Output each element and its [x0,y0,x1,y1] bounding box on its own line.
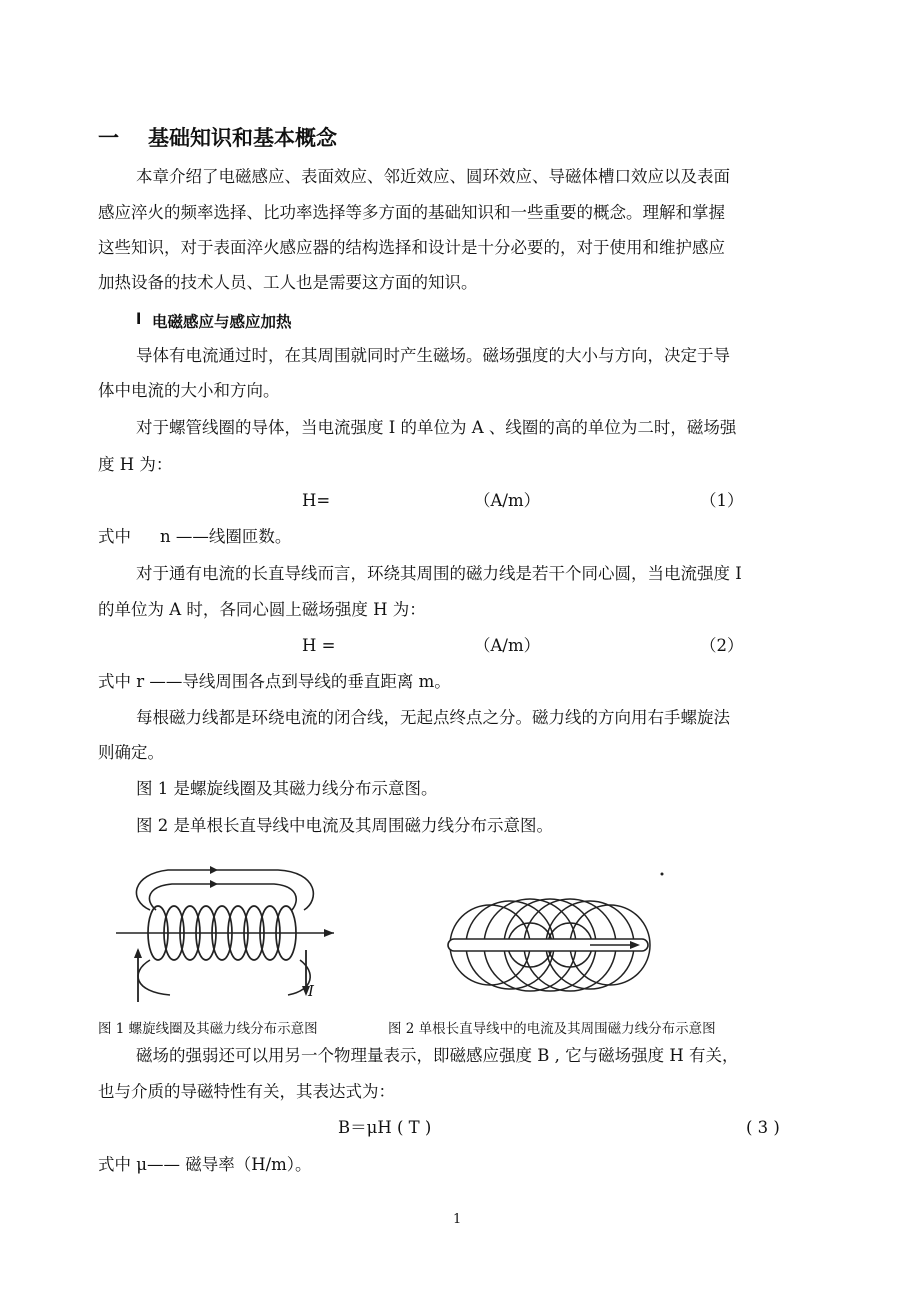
chapter-number: 一 [98,126,119,150]
figure2-wire-field-diagram [440,860,670,1010]
intro-line-2: 感应淬火的频率选择、比功率选择等多方面的基础知识和一些重要的概念。理解和掌握 [98,203,725,222]
eq2-unit: （A/m） [474,636,541,655]
para3-line-1: 对于通有电流的长直导线而言，环绕其周围的磁力线是若干个同心圆，当电流强度 I [136,564,742,583]
para1-line-2: 体中电流的大小和方向。 [98,381,280,400]
eq2-lhs: H = [302,636,336,655]
figure2-caption: 图 2 单根长直导线中的电流及其周围磁力线分布示意图 [388,1021,716,1037]
eq2-number: （2） [700,636,744,655]
para3-line-2: 的单位为 A 时，各同心圆上磁场强度 H 为： [98,600,426,619]
para2-line-1: 对于螺管线圈的导体，当电流强度 I 的单位为 A 、线圈的高的单位为二时，磁场强 [136,418,737,437]
intro-line-4: 加热设备的技术人员、工人也是需要这方面的知识。 [98,273,478,292]
page-number: 1 [453,1212,462,1227]
note3: 式中 μ—— 磁导率（H/m）。 [98,1155,312,1174]
para4-line-2: 则确定。 [98,743,164,762]
chapter-title: 基础知识和基本概念 [148,126,337,150]
note1-prefix: 式中 [98,527,131,546]
eq1-number: （1） [700,491,744,510]
eq3-expression: B＝μH ( T ) [338,1118,432,1137]
fig1-reference: 图 1 是螺旋线圈及其磁力线分布示意图。 [136,779,438,798]
figure1-caption: 图 1 螺旋线圈及其磁力线分布示意图 [98,1021,318,1037]
figure1-current-label: I [308,982,314,1000]
note2: 式中 r ——导线周围各点到导线的垂直距离 m。 [98,672,451,691]
note1-text: n ——线圈匝数。 [160,527,292,546]
section-title: 电磁感应与感应加热 [152,313,292,331]
intro-line-3: 这些知识，对于表面淬火感应器的结构选择和设计是十分必要的，对于使用和维护感应 [98,238,725,257]
para5-line-1: 磁场的强弱还可以用另一个物理量表示，即磁感应强度 B , 它与磁场强度 H 有关， [136,1046,739,1065]
para1-line-1: 导体有电流通过时，在其周围就同时产生磁场。磁场强度的大小与方向，决定于导 [136,346,730,365]
intro-line-1: 本章介绍了电磁感应、表面效应、邻近效应、圆环效应、导磁体槽口效应以及表面 [136,167,730,186]
para5-line-2: 也与介质的导磁特性有关，其表达式为： [98,1082,395,1101]
fig2-reference: 图 2 是单根长直导线中电流及其周围磁力线分布示意图。 [136,816,553,835]
eq1-unit: （A/m） [474,491,541,510]
eq1-lhs: H= [302,491,331,510]
para2-line-2: 度 H 为： [98,455,173,474]
eq3-number: ( 3 ) [746,1118,780,1137]
para4-line-1: 每根磁力线都是环绕电流的闭合线，无起点终点之分。磁力线的方向用右手螺旋法 [136,708,730,727]
section-number: l [136,310,142,328]
